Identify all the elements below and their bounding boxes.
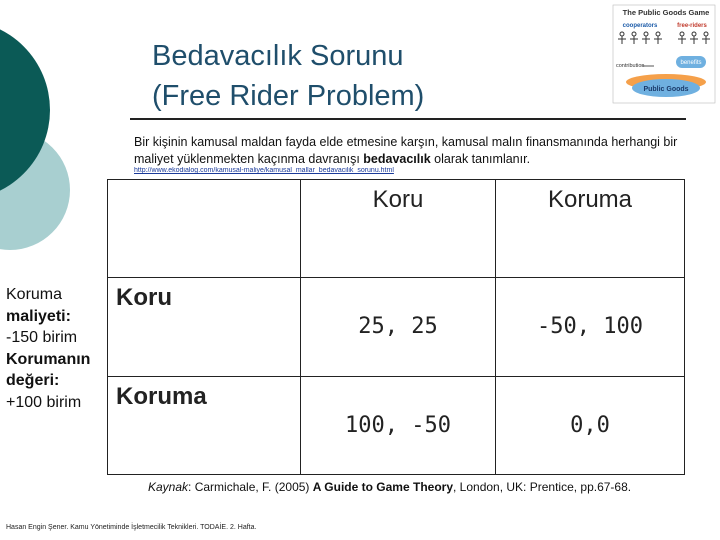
matrix-header-row [108, 180, 685, 278]
logo-title: The Public Goods Game [622, 8, 710, 17]
source-citation: Kaynak: Carmichale, F. (2005) A Guide to Game Theory, London, UK: Prentice, pp.67-68. [148, 480, 632, 494]
slide-footer: Hasan Engin Şener. Kamu Yönetiminde İşletmecilik Teknikleri. TODAİE. 2. Hafta. [6, 524, 257, 531]
payoff-cell: 25, 25 [301, 278, 496, 376]
logo-benefits: benefits [680, 60, 702, 66]
col-header-koruma: Koruma [496, 180, 685, 278]
source-link[interactable]: http://www.ekodialog.com/kamusal-maliye/kamusal_mallar_bedavacilik_sorunu.html [134, 167, 394, 174]
row-header-koruma: Koruma [108, 376, 301, 474]
logo-free-riders: free-riders [677, 23, 707, 29]
payoff-cell: -50, 100 [496, 278, 685, 376]
payoff-matrix [107, 179, 685, 475]
side-note: Koruma maliyeti: -150 birim Korumanın değeri: +100 birim [6, 286, 91, 411]
logo-contribution: contribution [616, 63, 645, 69]
logo-cooperators: cooperators [622, 23, 658, 29]
title-line-1: Bedavacılık Sorunu [152, 40, 404, 72]
payoff-cell: 0,0 [496, 376, 685, 474]
public-goods-game-logo [612, 4, 716, 104]
slide-title [152, 36, 592, 116]
matrix-corner-cell [108, 180, 301, 278]
logo-bowl-label: Public Goods [643, 86, 689, 93]
matrix-row-koru [108, 278, 685, 376]
definition-text: Bir kişinin kamusal maldan fayda elde etmesine karşın, kamusal malın finansmanında herhangi bir maliyet yüklenmekten kaçınma davranışı bedavacılık olarak tanımlanır. [134, 135, 678, 166]
matrix-row-koruma [108, 376, 685, 474]
payoff-cell: 100, -50 [301, 376, 496, 474]
definition-bold-term: bedavacılık [363, 152, 431, 166]
row-header-koru: Koru [108, 278, 301, 376]
title-line-2: (Free Rider Problem) [152, 80, 425, 112]
title-divider [130, 118, 686, 120]
col-header-koru: Koru [301, 180, 496, 278]
